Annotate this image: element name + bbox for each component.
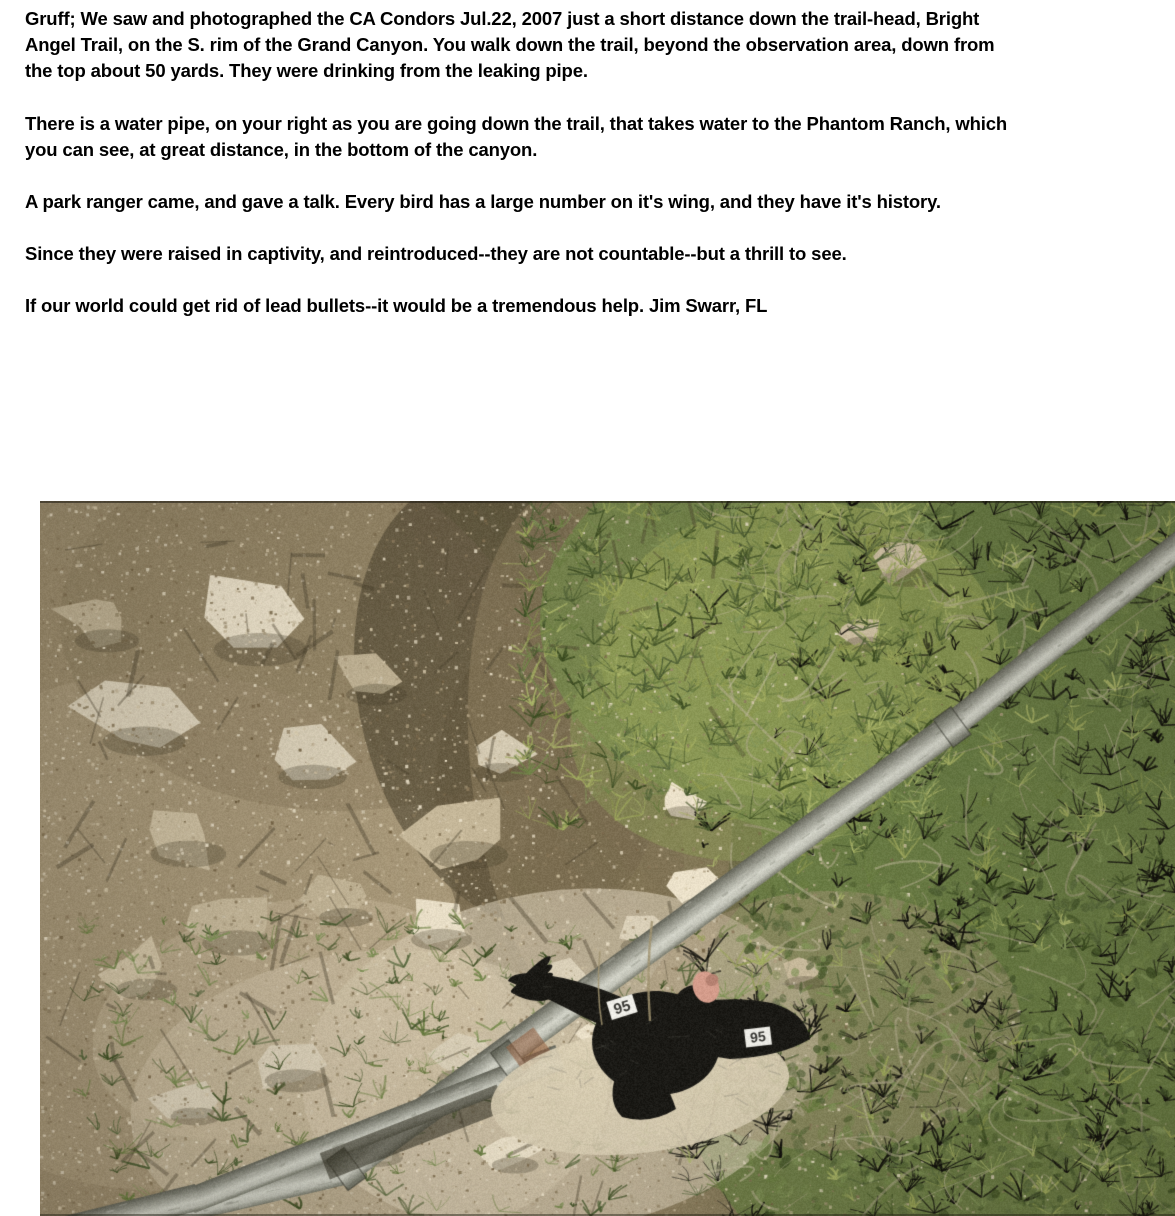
- message-paragraph-2: There is a water pipe, on your right as you are going down the trail, that takes water to the Phantom Ranch, which you can see, at great distance, in the bottom of the canyon.: [25, 112, 1008, 160]
- message-paragraph-1: Gruff; We saw and photographed the CA Condors Jul.22, 2007 just a short distance down the trail-head, Bright Angel Trail, on the S. rim of the Grand Canyon. You walk down the trail, beyond the observation area, down from the top about 50 yards. They were drinking from the leaking pipe.: [25, 8, 995, 82]
- photo-top-edge: [40, 501, 1175, 503]
- condor-photograph: [40, 501, 1175, 1216]
- message-body: [0, 0, 1175, 320]
- message-paragraph-5-signature: If our world could get rid of lead bullets--it would be a tremendous help. Jim Swarr, FL: [25, 295, 768, 317]
- photo-image: [40, 501, 1175, 1216]
- message-paragraph-3: A park ranger came, and gave a talk. Every bird has a large number on it's wing, and they have it's history.: [25, 191, 941, 213]
- message-paragraph-4: Since they were raised in captivity, and reintroduced--they are not countable--but a thrill to see.: [25, 243, 847, 265]
